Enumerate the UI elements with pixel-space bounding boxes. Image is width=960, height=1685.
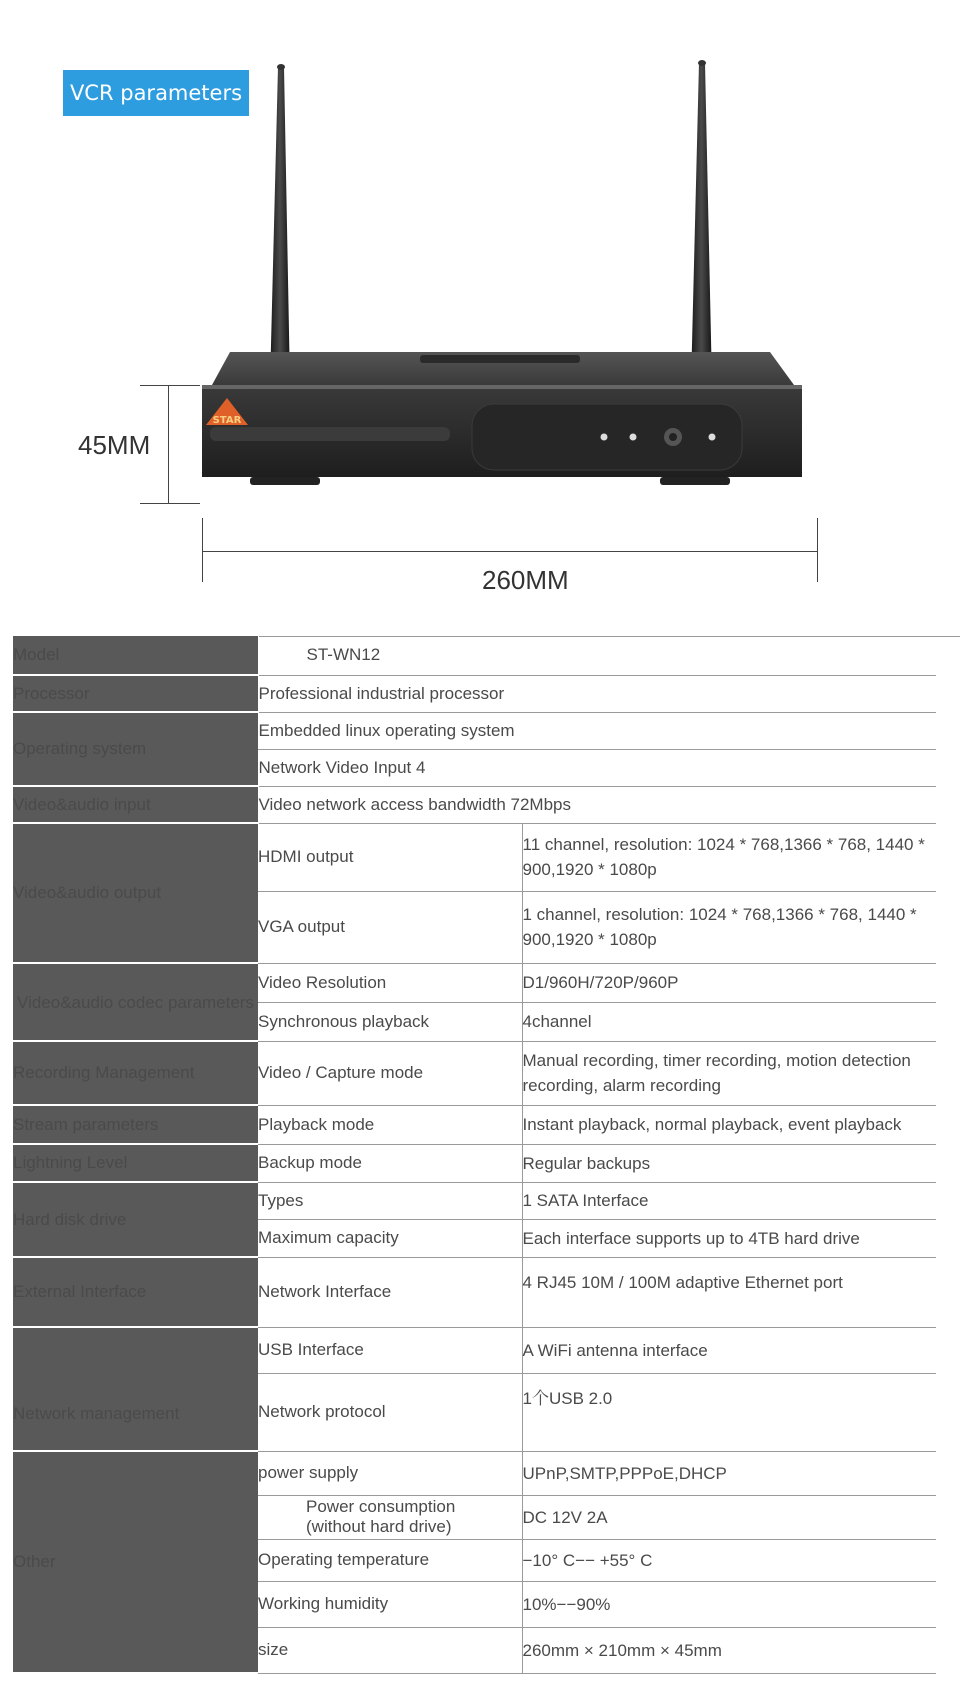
row-label-external: External Interface [13, 1257, 258, 1327]
row-label-stream: Stream parameters [13, 1105, 258, 1144]
netif-key: Network Interface [258, 1257, 522, 1327]
capture-value: Manual recording, timer recording, motion detection recording, alarm recording [522, 1041, 936, 1105]
processor-value: Professional industrial processor [258, 675, 936, 712]
table-row [13, 1144, 936, 1182]
consumption-key-line-1: Power consumption [306, 1497, 456, 1516]
row-label-codec: Video&audio codec parameters [13, 963, 258, 1041]
table-row [13, 1257, 936, 1327]
humidity-value: 10%−−90% [522, 1581, 936, 1627]
resolution-value: D1/960H/720P/960P [522, 963, 936, 1002]
table-row [13, 1182, 936, 1219]
usb-key: USB Interface [258, 1327, 522, 1373]
height-dimension-line [168, 385, 169, 503]
size-key: size [258, 1627, 522, 1673]
maxcap-value: Each interface supports up to 4TB hard drive [522, 1219, 936, 1257]
row-label-os: Operating system [13, 712, 258, 786]
humidity-key: Working humidity [258, 1581, 522, 1627]
width-dimension-right-tick [817, 518, 818, 582]
table-row [13, 786, 936, 823]
row-label-model: Model [13, 636, 258, 675]
resolution-key: Video Resolution [258, 963, 522, 1002]
device-logo: STAR [212, 415, 242, 426]
row-label-other: Other [13, 1451, 258, 1673]
size-value: 260mm × 210mm × 45mm [522, 1627, 936, 1673]
height-dimension-label: 45MM [78, 430, 151, 460]
table-row [13, 963, 936, 1002]
table-row [13, 823, 936, 891]
model-value: ST-WN12 [258, 636, 936, 675]
backup-value: Regular backups [522, 1144, 936, 1182]
row-label-hdd: Hard disk drive [13, 1182, 258, 1257]
hdmi-value: 11 channel, resolution: 1024 * 768,1366 * 768, 1440 * 900,1920 * 1080p [522, 823, 936, 891]
spec-table [13, 636, 936, 1674]
table-row [13, 1327, 936, 1373]
proto-value: 1个USB 2.0 [522, 1373, 936, 1451]
vga-value: 1 channel, resolution: 1024 * 768,1366 * 768, 1440 * 900,1920 * 1080p [522, 891, 936, 963]
os-value-1: Embedded linux operating system [258, 712, 936, 749]
table-row [13, 1105, 936, 1144]
sync-value: 4channel [522, 1002, 936, 1041]
width-dimension-left-tick [202, 518, 203, 582]
consumption-key [258, 1495, 522, 1539]
consumption-value: DC 12V 2A [522, 1495, 936, 1539]
nvr-device-image [190, 55, 810, 505]
sync-key: Synchronous playback [258, 1002, 522, 1041]
capture-key: Video / Capture mode [258, 1041, 522, 1105]
height-dimension-bottom-tick [140, 503, 200, 504]
temp-value: −10° C−− +55° C [522, 1539, 936, 1581]
row-label-recording: Recording Management [13, 1041, 258, 1105]
row-label-processor: Processor [13, 675, 258, 712]
playback-value: Instant playback, normal playback, event playback [522, 1105, 936, 1144]
width-dimension-label: 260MM [482, 565, 569, 595]
left-antenna [270, 67, 290, 385]
netif-value: 4 RJ45 10M / 100M adaptive Ethernet port [522, 1257, 936, 1327]
os-value-2: Network Video Input 4 [258, 749, 936, 786]
maxcap-key: Maximum capacity [258, 1219, 522, 1257]
playback-key: Playback mode [258, 1105, 522, 1144]
vcr-parameters-badge: VCR parameters [63, 70, 249, 116]
table-row [13, 675, 936, 712]
table-row [13, 636, 936, 675]
row-label-va-input: Video&audio input [13, 786, 258, 823]
hdmi-key: HDMI output [258, 823, 522, 891]
va-input-value: Video network access bandwidth 72Mbps [258, 786, 936, 823]
proto-key: Network protocol [258, 1373, 522, 1451]
backup-key: Backup mode [258, 1144, 522, 1182]
usb-value: A WiFi antenna interface [522, 1327, 936, 1373]
width-dimension-line [202, 551, 817, 552]
power-key: power supply [258, 1451, 522, 1495]
types-key: Types [258, 1182, 522, 1219]
vga-key: VGA output [258, 891, 522, 963]
row-label-va-output: Video&audio output [13, 823, 258, 963]
row-label-lightning: Lightning Level [13, 1144, 258, 1182]
table-row [13, 1041, 936, 1105]
consumption-key-line-2: (without hard drive) [306, 1517, 452, 1536]
table-row [13, 1451, 936, 1495]
row-label-netmgmt: Network management [13, 1327, 258, 1451]
power-value: UPnP,SMTP,PPPoE,DHCP [522, 1451, 936, 1495]
table-row [13, 712, 936, 749]
height-dimension-top-tick [140, 385, 200, 386]
types-value: 1 SATA Interface [522, 1182, 936, 1219]
right-antenna [691, 63, 712, 385]
temp-key: Operating temperature [258, 1539, 522, 1581]
